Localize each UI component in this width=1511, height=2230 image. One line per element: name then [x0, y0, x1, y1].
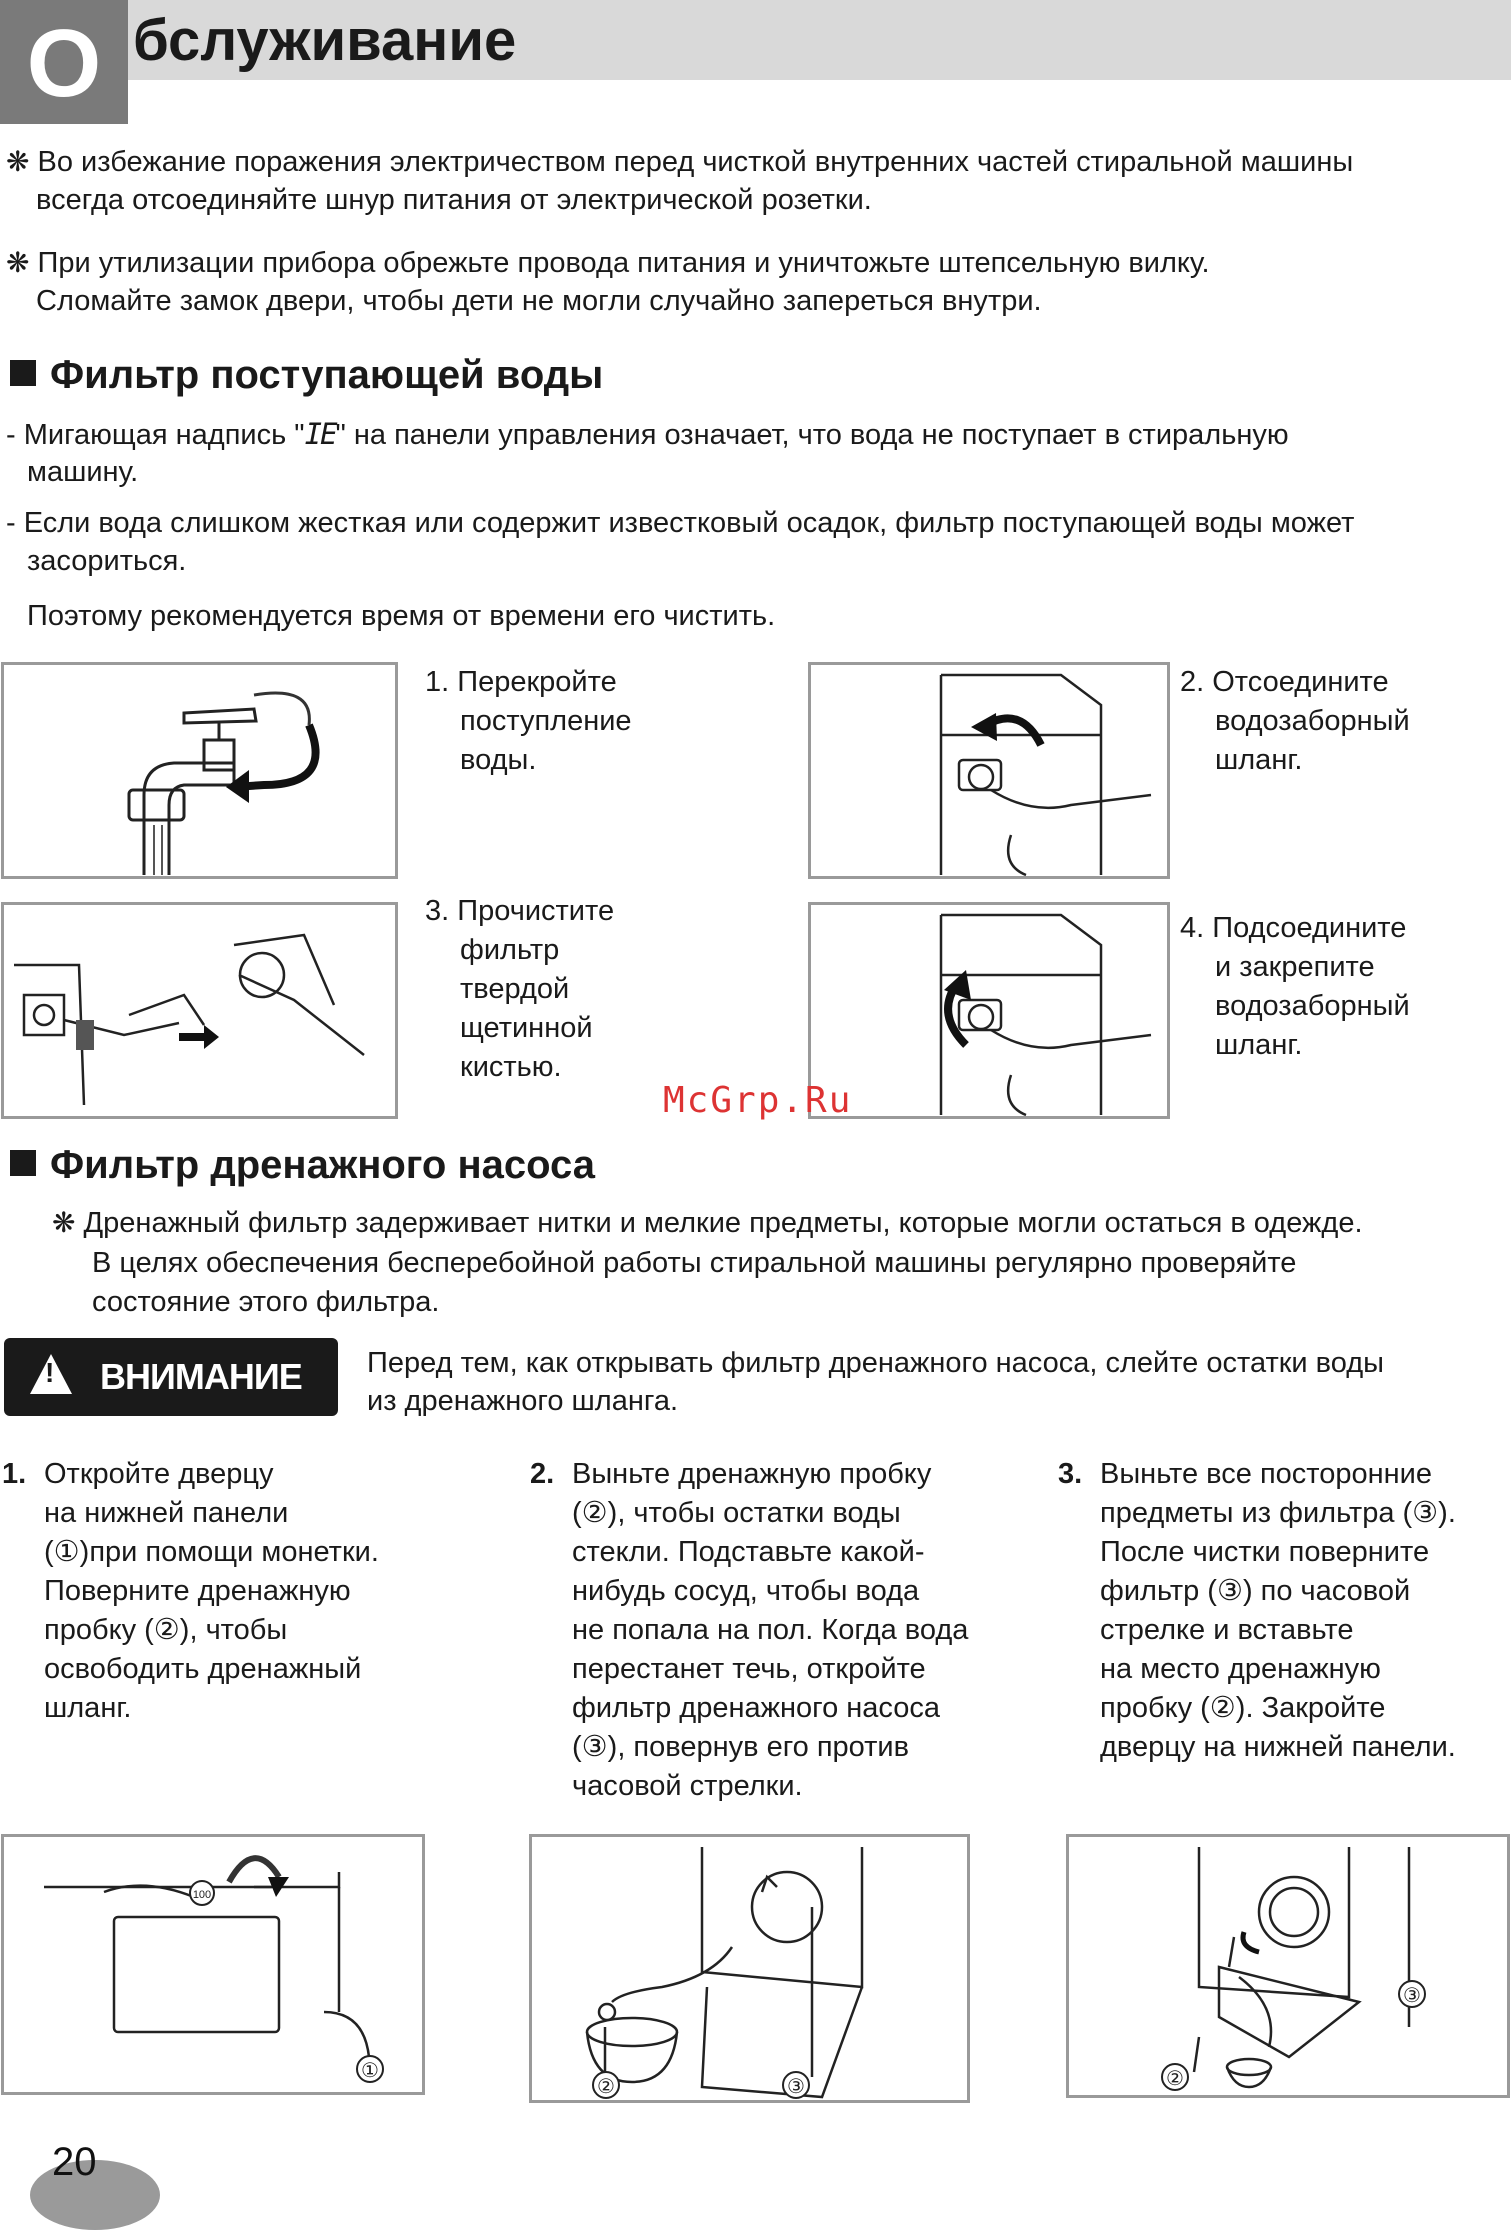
step-line: (②), чтобы остатки воды — [572, 1497, 901, 1529]
page-title: бслуживание — [133, 8, 517, 73]
step-line: (③), повернув его против — [572, 1731, 910, 1763]
note-line: состояние этого фильтра. — [92, 1286, 440, 1318]
step-line: фильтр — [460, 934, 560, 966]
step-line: перестанет течь, откройте — [572, 1653, 926, 1685]
error-code: IE — [304, 417, 336, 451]
step-line: предметы из фильтра (③). — [1100, 1497, 1456, 1529]
warning-exclaim: ! — [45, 1357, 55, 1388]
step-line: шланг. — [1215, 1029, 1303, 1061]
inlet-item-2-line2: засориться. — [27, 545, 187, 577]
note-line: Во избежание поражения электричеством перед чисткой внутренних частей стиральной машины — [37, 146, 1354, 178]
step-number: 1. — [2, 1458, 27, 1490]
note-line: Сломайте замок двери, чтобы дети не могли случайно запереться внутри. — [36, 285, 1042, 317]
callout-label: ③ — [787, 2076, 805, 2098]
step-line: кистью. — [460, 1051, 562, 1083]
step-line: воды. — [460, 744, 537, 776]
warning-text-line: Перед тем, как открывать фильтр дренажного насоса, слейте остатки воды — [367, 1347, 1385, 1379]
step-line: Выньте все посторонние — [1100, 1458, 1432, 1490]
step-line: шланг. — [1215, 744, 1303, 776]
step-line: Откройте дверцу — [44, 1458, 274, 1490]
inlet-step-3 — [425, 892, 614, 1087]
step-line: фильтр дренажного насоса — [572, 1692, 941, 1724]
asterisk-icon: ❋ — [6, 247, 30, 278]
step-line: 4. Подсоедините — [1180, 912, 1407, 944]
section-heading-inlet-filter — [10, 352, 603, 398]
inlet-advice: Поэтому рекомендуется время от времени его чистить. — [27, 600, 776, 632]
note-line: При утилизации прибора обрежьте провода питания и уничтожьте штепсельную вилку. — [37, 247, 1210, 279]
step-line: освободить дренажный — [44, 1653, 362, 1685]
step-line: щетинной — [460, 1012, 593, 1044]
inlet-item-1-line2: машину. — [27, 456, 139, 488]
figure-drain-water — [529, 1834, 970, 2103]
step-line: не попала на пол. Когда вода — [572, 1614, 969, 1646]
note-line: Дренажный фильтр задерживает нитки и мелкие предметы, которые могли остаться в одежде. — [83, 1207, 1363, 1239]
dash: - — [6, 507, 16, 539]
text: " на панели управления означает, что вода не поступает в стиральную — [335, 419, 1289, 451]
step-line: фильтр (③) по часовой — [1100, 1575, 1411, 1607]
drain-step-2 — [530, 1455, 969, 1802]
inlet-step-4 — [1180, 909, 1410, 1065]
square-bullet-icon — [10, 1150, 36, 1176]
section-title: Фильтр поступающей воды — [50, 353, 604, 397]
asterisk-icon: ❋ — [52, 1207, 76, 1238]
step-line: часовой стрелки. — [572, 1770, 803, 1802]
drain-note — [52, 1204, 1511, 1242]
step-line: пробку (②). Закройте — [1100, 1692, 1386, 1724]
step-line: дверцу на нижней панели. — [1100, 1731, 1456, 1763]
step-text — [44, 1455, 379, 1728]
asterisk-icon: ❋ — [6, 146, 30, 177]
section-heading-drain-filter — [10, 1142, 595, 1188]
step-line: и закрепите — [1215, 951, 1375, 983]
dash: - — [6, 419, 16, 451]
callout-label: ③ — [1403, 1985, 1421, 2007]
step-line: на место дренажную — [1100, 1653, 1381, 1685]
inlet-item-2 — [6, 504, 1511, 542]
callout-label: ① — [361, 2060, 379, 2082]
page-number: 20 — [52, 2140, 97, 2184]
step-number: 3. — [1058, 1458, 1083, 1490]
safety-note-1 — [6, 143, 1353, 181]
step-text — [572, 1455, 968, 1806]
step-line: водозаборный — [1215, 705, 1410, 737]
figure-open-service-door — [1, 1834, 425, 2095]
drain-step-3 — [1058, 1455, 1456, 1763]
watermark: McGrp.Ru — [663, 1080, 853, 1121]
note-line: всегда отсоединяйте шнур питания от электрической розетки. — [36, 184, 872, 216]
text: Мигающая надпись " — [23, 419, 305, 451]
figure-close-tap — [1, 662, 398, 879]
step-line: 1. Перекройте — [425, 666, 617, 698]
inlet-step-2 — [1180, 663, 1410, 780]
step-line: стекли. Подставьте какой- — [572, 1536, 925, 1568]
step-line: поступление — [460, 705, 632, 737]
step-line: 3. Прочистите — [425, 895, 615, 927]
step-line: Поверните дренажную — [44, 1575, 351, 1607]
step-line: 2. Отсоедините — [1180, 666, 1389, 698]
square-bullet-icon — [10, 360, 36, 386]
drain-step-1 — [2, 1455, 379, 1724]
figure-clean-pump-filter — [1066, 1834, 1510, 2098]
section-title: Фильтр дренажного насоса — [50, 1143, 595, 1187]
inlet-item-1 — [6, 415, 1506, 454]
coin-label: 100 — [192, 1889, 212, 1901]
step-line: Выньте дренажную пробку — [572, 1458, 932, 1490]
safety-note-2 — [6, 244, 1210, 282]
step-line: нибудь сосуд, чтобы вода — [572, 1575, 920, 1607]
figure-reconnect-hose — [808, 902, 1170, 1119]
callout-label: ② — [597, 2076, 615, 2098]
step-line: на нижней панели — [44, 1497, 289, 1529]
callout-label: ② — [1166, 2068, 1184, 2090]
inlet-step-1 — [425, 663, 632, 780]
step-line: твердой — [460, 973, 570, 1005]
step-line: стрелке и вставьте — [1100, 1614, 1354, 1646]
step-text — [1100, 1455, 1456, 1767]
figure-clean-filter — [1, 902, 398, 1119]
warning-text-line: из дренажного шланга. — [367, 1385, 678, 1417]
header-letter: О — [0, 0, 128, 124]
figure-disconnect-hose — [808, 662, 1170, 879]
step-line: (①)при помощи монетки. — [44, 1536, 379, 1568]
step-line: водозаборный — [1215, 990, 1410, 1022]
warning-label: ВНИМАНИЕ — [100, 1356, 302, 1397]
note-line: В целях обеспечения бесперебойной работы стиральной машины регулярно проверяйте — [92, 1247, 1297, 1279]
step-line: шланг. — [44, 1692, 132, 1724]
warning-badge — [4, 1338, 338, 1416]
step-line: После чистки поверните — [1100, 1536, 1430, 1568]
step-number: 2. — [530, 1458, 555, 1490]
step-line: пробку (②), чтобы — [44, 1614, 288, 1646]
text: Если вода слишком жесткая или содержит известковый осадок, фильтр поступающей воды может — [23, 507, 1355, 539]
